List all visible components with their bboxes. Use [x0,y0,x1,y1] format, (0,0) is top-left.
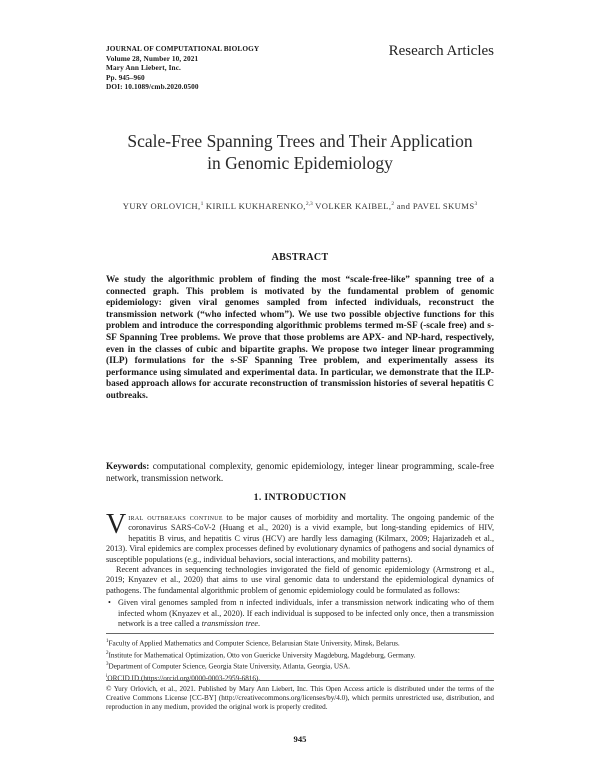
journal-name: JOURNAL OF COMPUTATIONAL BIOLOGY [106,44,260,53]
journal-pages: Pp. 945–960 [106,72,145,82]
affiliation-item [106,672,494,684]
affiliation-text: Faculty of Applied Mathematics and Computer Science, Belarusian State University, Minsk, Belarus. [108,639,400,648]
author-name: and PAVEL SKUMS [394,201,475,211]
author-affiliation-mark: 2 [391,201,395,208]
affiliation-item [106,660,494,672]
journal-publisher: Mary Ann Liebert, Inc. [106,63,181,72]
affiliation-mark: 1 [106,639,109,644]
abstract-heading: ABSTRACT [271,252,329,263]
keywords-label: Keywords: [106,462,150,472]
license-divider [106,680,494,681]
page-number: 945 [293,734,307,744]
paragraph: Recent advances in sequencing technologies invigorated the field of genomic epidemiology (Armstrong et al., 2019; Knyazev et al., 2020) that aims to use viral genomic data to understand the epidemiological dynamics of pathogens. The fundamental algorithmic problem of genomic epidemiology could be formulated as follows: [106,565,494,595]
drop-cap: V [106,509,127,540]
keywords-text: computational complexity, genomic epidemiology, integer linear programming, scale-free network, transmission network. [106,462,494,484]
journal-info [106,44,259,92]
title-line-2: in Genomic Epidemiology [207,153,393,173]
defined-term: transmission tree [201,619,258,629]
author-affiliation-mark: 3 [474,201,478,208]
title-line-1: Scale-Free Spanning Trees and Their Application [127,131,473,151]
keywords [106,462,494,485]
introduction-body [106,509,494,629]
affiliation-mark: 2 [106,650,109,656]
article-title [0,130,600,174]
affiliation-text: Department of Computer Science, Georgia State University, Atlanta, Georgia, USA. [108,662,351,671]
list-item-end: . [258,619,261,629]
affiliation-item [106,649,494,661]
section-label: Research Articles [388,43,494,59]
footnote-divider [106,633,494,634]
affiliations [106,637,494,683]
paragraph [106,509,494,565]
author-name: YURY ORLOVICH, [122,201,201,211]
author-affiliation-mark: 2,3 [305,201,313,208]
list-item [106,598,494,629]
affiliation-mark: 3 [106,662,109,668]
affiliation-text: ORCID ID (https://orcid.org/0000-0003-2959-6816). [107,674,261,683]
affiliation-item [106,637,494,649]
journal-doi: DOI: 10.1089/cmb.2020.0500 [106,82,199,91]
journal-volume: Volume 28, Number 10, 2021 [106,53,199,63]
paragraph-text: to be major causes of morbidity and mortality. The ongoing pandemic of the coronavirus SARS-CoV-2 (Huang et al., 2020) is a vivid example, but long-standing epidemics of HIV, hepatitis B virus, and hepatitis C virus (HCV) are hardly less damaging (Kilmarx, 2009; Hajarizadeh et al., 2013). Viral epidemics are complex processes defined by evolutionary dynamics of pathogens and social dynamics of susceptible populations (e.g., individual behaviors, social interactions, and mobility patterns). [106,513,494,564]
author-name: VOLKER KAIBEL, [312,201,392,211]
lead-in-text: iral outbreaks continue [128,513,223,522]
author-affiliation-mark: 1 [200,201,204,208]
introduction-heading: 1. INTRODUCTION [253,492,347,503]
bullet-icon: • [108,598,111,608]
abstract-text: We study the algorithmic problem of finding the most “scale-free-like” spanning tree of a connected graph. This problem is motivated by the fundamental problem of genomic epidemiology: given viral genomes sampled from infected individuals, reconstruct the transmission network (“who infected whom”). We use two possible objective functions for this problem and introduce the corresponding algorithmic problems termed m-SF (-scale free) and s-SF Spanning Tree problems. We prove that those problems are APX- and NP-hard, respectively, even in the classes of cubic and bipartite graphs. We propose two integer linear programming (ILP) formulations for the s-SF Spanning Tree problem, and experimentally assess its performance using simulated and experimental data. In particular, we demonstrate that the ILP-based approach allows for accurate reconstruction of transmission histories of several hepatitis C outbreaks. [106,275,494,401]
author-list [0,201,600,211]
affiliation-mark: i [106,673,108,679]
affiliation-text: Institute for Mathematical Optimization, Otto von Guericke University Magdeburg, Magdeburg, Germany. [108,650,416,659]
author-name: KIRILL KUKHARENKO, [203,201,306,211]
list-item-text: Given viral genomes sampled from n infected individuals, infer a transmission network indicating who of them infected whom (Knyazev et al., 2020). If each individual is supposed to be infected only once, then a transmission network is a tree called a [118,598,494,629]
license-notice: © Yury Orlovich, et al., 2021. Published by Mary Ann Liebert, Inc. This Open Access article is distributed under the terms of the Creative Commons License [CC-BY] (http://creativecommons.org/licenses/by/4.0), which permits unrestricted use, distribution, and reproduction in any medium, provided the original work is properly credited. [106,685,494,712]
